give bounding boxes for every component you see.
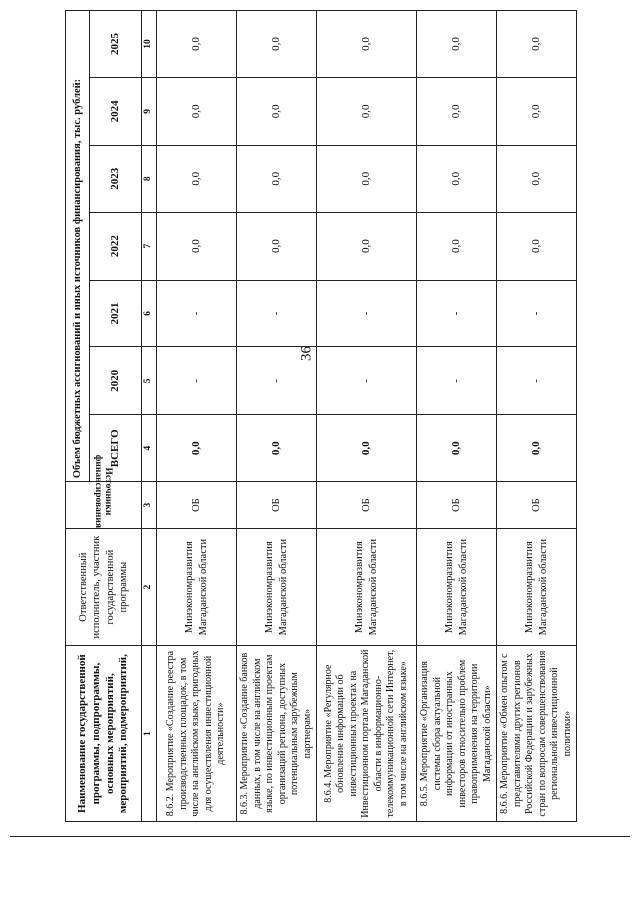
col-number: 6 [142, 280, 157, 347]
row-value: 0,0 [417, 11, 497, 78]
row-value: 0,0 [157, 145, 237, 212]
row-value: 0,0 [317, 212, 417, 280]
row-value: 0,0 [417, 145, 497, 212]
row-source: ОБ [317, 482, 417, 529]
table-rotator [65, 10, 575, 822]
table-row [317, 11, 417, 822]
header-year: 2022 [90, 212, 142, 280]
row-value: - [237, 280, 317, 347]
row-name: 8.6.3. Мероприятие «Создание банков данных, в том числе на английском языке, по инвестиционным проектам организаций региона, доступных потенциальным зарубежным партнерам» [237, 646, 317, 822]
row-value: 0,0 [237, 212, 317, 280]
row-name: 8.6.2. Мероприятие «Создание реестра производственных площадок, в том числе на английском языке, пригодных для осуществления инвестиционной деятельности» [157, 646, 237, 822]
row-value: - [237, 347, 317, 415]
row-value: 0,0 [497, 77, 577, 145]
row-value: 0,0 [417, 77, 497, 145]
col-number: 10 [142, 11, 157, 78]
header-responsible: Ответственный исполнитель, участник государственной программы [66, 529, 142, 646]
rotated-sheet [65, 10, 575, 822]
row-total: 0,0 [237, 415, 317, 482]
financing-table [65, 10, 577, 822]
header-year: 2023 [90, 145, 142, 212]
col-number: 4 [142, 415, 157, 482]
col-number: 1 [142, 646, 157, 822]
row-value: 0,0 [237, 77, 317, 145]
row-responsible: Минэкономразвития Магаданской области [317, 529, 417, 646]
col-number: 8 [142, 145, 157, 212]
row-source: ОБ [417, 482, 497, 529]
table-row [237, 11, 317, 822]
header-year: 2024 [90, 77, 142, 145]
row-value: 0,0 [317, 11, 417, 78]
table-row [497, 11, 577, 822]
col-number: 3 [142, 482, 157, 529]
row-value: 0,0 [317, 145, 417, 212]
col-number: 2 [142, 529, 157, 646]
row-value: - [157, 347, 237, 415]
row-responsible: Минэкономразвития Магаданской области [157, 529, 237, 646]
header-name: Наименование государственной программы, подпрограммы, основных мероприятий, мероприятий, подмероприятий, [66, 646, 142, 822]
row-value: - [497, 280, 577, 347]
header-volume: Объем бюджетных ассигнований и иных источников финансирования, тыс. рублей: [66, 11, 90, 482]
row-responsible: Минэкономразвития Магаданской области [417, 529, 497, 646]
table-row [417, 11, 497, 822]
row-value: - [417, 280, 497, 347]
row-value: 0,0 [157, 212, 237, 280]
row-value: 0,0 [157, 77, 237, 145]
row-name: 8.6.6. Мероприятие «Обмен опытом с представителями других регионов Российской Федерации и зарубежных стран по вопросам совершенствования региональной инвестиционной политики» [497, 646, 577, 822]
col-number: 5 [142, 347, 157, 415]
row-name: 8.6.4. Мероприятие «Регулярное обновление информации об инвестиционных проектах на Инвестиционном портале Магаданской области в информационно-телекоммуникационной сети Интернет, в том числе на английском языке» [317, 646, 417, 822]
bottom-rule [10, 836, 630, 837]
row-value: - [417, 347, 497, 415]
page-number: 36 [298, 346, 315, 361]
header-year: 2020 [90, 347, 142, 415]
row-value: 0,0 [317, 77, 417, 145]
row-value: 0,0 [497, 11, 577, 78]
row-source: ОБ [157, 482, 237, 529]
col-number: 7 [142, 212, 157, 280]
row-total: 0,0 [157, 415, 237, 482]
header-year: 2021 [90, 280, 142, 347]
row-responsible: Минэкономразвития Магаданской области [237, 529, 317, 646]
row-total: 0,0 [417, 415, 497, 482]
row-value: 0,0 [417, 212, 497, 280]
row-total: 0,0 [497, 415, 577, 482]
row-source: ОБ [497, 482, 577, 529]
header-year: 2025 [90, 11, 142, 78]
row-value: 0,0 [237, 11, 317, 78]
row-value: 0,0 [497, 145, 577, 212]
row-value: 0,0 [157, 11, 237, 78]
row-name: 8.6.5. Мероприятие «Организация системы сбора актуальной информации от иностранных инвесторов относительно проблем правоприменения на территории Магаданской области» [417, 646, 497, 822]
column-number-row [142, 11, 157, 822]
header-source-text: Источники финансирования [92, 454, 114, 529]
table-row [157, 11, 237, 822]
row-responsible: Минэкономразвития Магаданской области [497, 529, 577, 646]
header-total: ВСЕГО [90, 415, 142, 482]
col-number: 9 [142, 77, 157, 145]
row-value: 0,0 [237, 145, 317, 212]
row-total: 0,0 [317, 415, 417, 482]
row-value: - [317, 347, 417, 415]
row-source: ОБ [237, 482, 317, 529]
row-value: 0,0 [497, 212, 577, 280]
header-source [66, 454, 142, 529]
row-value: - [157, 280, 237, 347]
row-value: - [497, 347, 577, 415]
row-value: - [317, 280, 417, 347]
